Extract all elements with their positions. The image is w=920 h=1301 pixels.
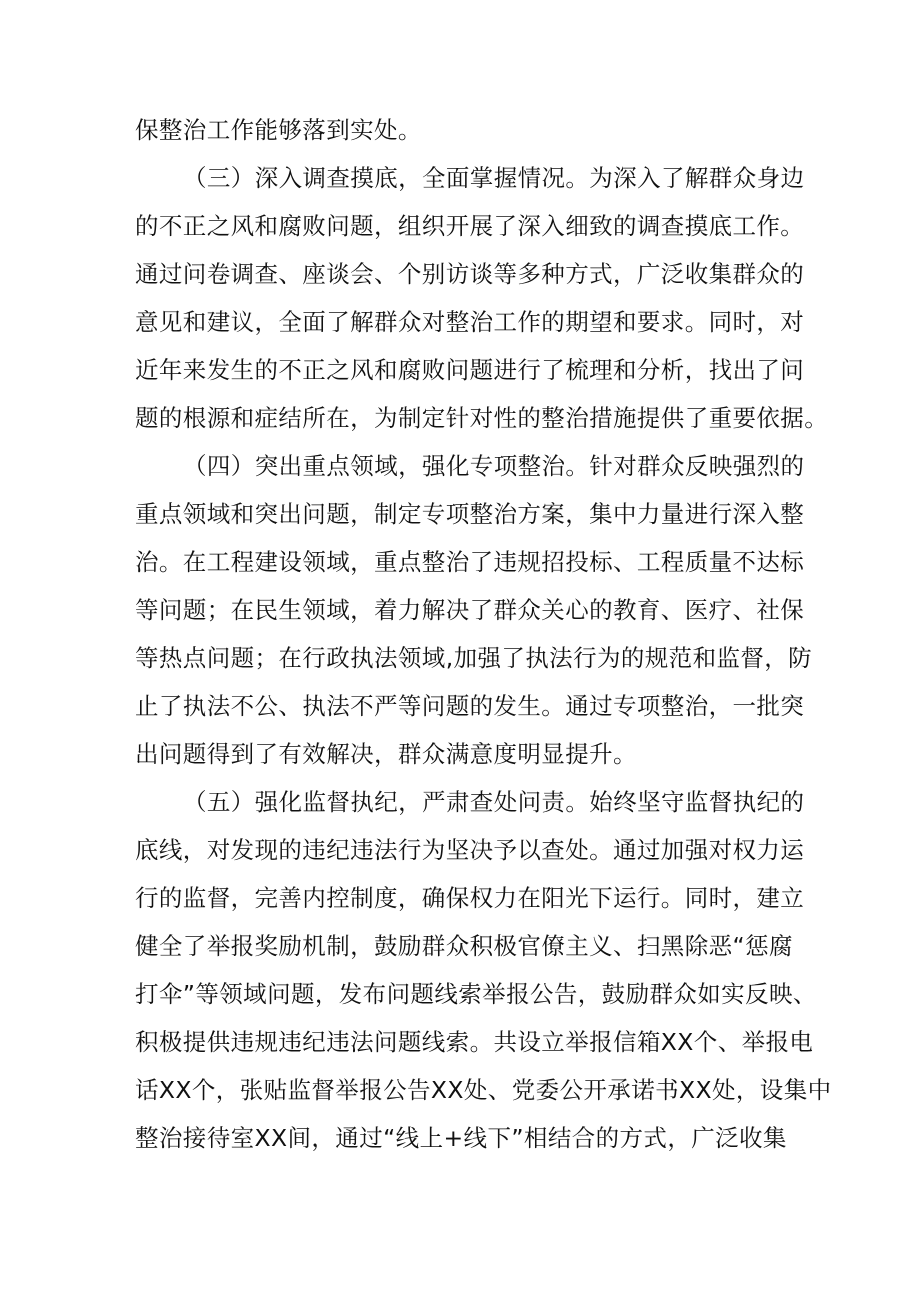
paragraph-line: 通过问卷调查、座谈会、个别访谈等多种方式，广泛收集群众的 (135, 260, 805, 288)
paragraph-line: 打伞”等领域问题，发布问题线索举报公告，鼓励群众如实反映、 (135, 980, 817, 1008)
paragraph-line: 积极提供违规违纪违法问题线索。共设立举报信箱XX个、举报电 (135, 1028, 814, 1056)
paragraph-line: 出问题得到了有效解决，群众满意度明显提升。 (135, 740, 637, 768)
paragraph-line: 题的根源和症结所在，为制定针对性的整治措施提供了重要依据。 (135, 404, 829, 432)
paragraph-line: 保整治工作能够落到实处。 (135, 116, 422, 144)
paragraph-line: 行的监督，完善内控制度，确保权力在阳光下运行。同时，建立 (135, 884, 805, 912)
paragraph-line: 重点领域和突出问题，制定专项整治方案，集中力量进行深入整 (135, 500, 805, 528)
section-heading-line: （四）突出重点领域，强化专项整治。针对群众反映强烈的 (183, 452, 805, 480)
paragraph-line: 底线，对发现的违纪违法行为坚决予以查处。通过加强对权力运 (135, 836, 805, 864)
section-heading-line: （三）深入调查摸底，全面掌握情况。为深入了解群众身边 (183, 164, 805, 192)
paragraph-line: 整治接待室XX间，通过“线上+线下”相结合的方式，广泛收集 (135, 1124, 787, 1152)
section-heading-line: （五）强化监督执纪，严肃查处问责。始终坚守监督执纪的 (183, 788, 805, 816)
paragraph-line: 意见和建议，全面了解群众对整治工作的期望和要求。同时，对 (135, 308, 805, 336)
paragraph-line: 健全了举报奖励机制，鼓励群众积极官僚主义、扫黑除恶“惩腐 (135, 932, 793, 960)
paragraph-line: 等热点问题；在行政执法领域,加强了执法行为的规范和监督，防 (135, 644, 813, 672)
paragraph-line: 等问题；在民生领域，着力解决了群众关心的教育、医疗、社保 (135, 596, 805, 624)
paragraph-line: 治。在工程建设领域，重点整治了违规招投标、工程质量不达标 (135, 548, 805, 576)
paragraph-line: 近年来发生的不正之风和腐败问题进行了梳理和分析，找出了问 (135, 356, 805, 384)
paragraph-line: 话XX个，张贴监督举报公告XX处、党委公开承诺书XX处，设集中 (135, 1076, 832, 1104)
paragraph-line: 止了执法不公、执法不严等问题的发生。通过专项整治，一批突 (135, 692, 805, 720)
paragraph-line: 的不正之风和腐败问题，组织开展了深入细致的调查摸底工作。 (135, 212, 805, 240)
